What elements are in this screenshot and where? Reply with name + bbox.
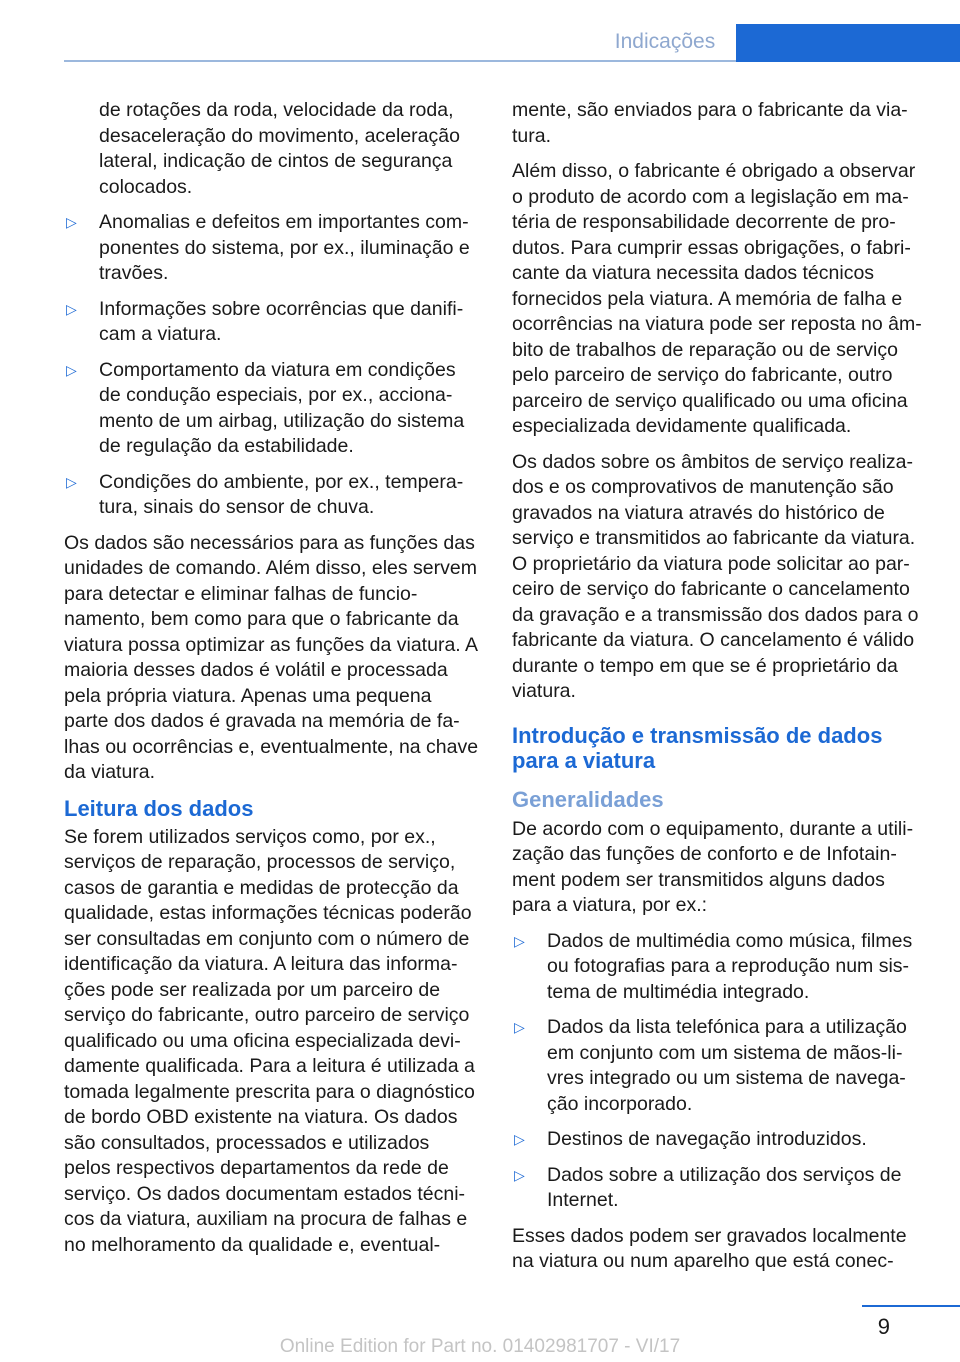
body-paragraph: Esses dados podem ser gravados localmente na viatura ou num aparelho que está conec- (512, 1224, 907, 1272)
bullet-continuation: de rotações da roda, velocidade da roda, desaceleração do movimento, aceleração lateral, indicação de cintos de segurança colocados. (99, 99, 460, 198)
edition-footer: Online Edition for Part no. 01402981707 - VI/17 (279, 1336, 681, 1357)
list-item (64, 210, 480, 287)
list-item-text: Informações sobre ocorrências que danificam a viatura. (99, 297, 464, 345)
section-heading: Leitura dos dados (64, 795, 254, 821)
list-item (512, 1015, 924, 1117)
list-item-text: Comportamento da viatura em condições de condução especiais, por ex., accionamento de um airbag, utilização do sistema de regulação da estabilidade. (99, 358, 465, 457)
list-item-text: Anomalias e defeitos em importantes componentes do sistema, por ex., iluminação e travões. (99, 211, 470, 284)
bullet-triangle-icon: ▷ (514, 1131, 525, 1147)
list-item (512, 1163, 924, 1214)
list-item-text: Dados de multimédia como música, filmes ou fotografias para a reprodução num sistema de multimédia integrado. (547, 929, 913, 1003)
bullet-triangle-icon: ▷ (514, 1019, 525, 1035)
bullet-triangle-icon: ▷ (514, 932, 525, 949)
list-item-text: Dados sobre a utilização dos serviços de Internet. (547, 1163, 902, 1211)
body-paragraph: Os dados sobre os âmbitos de serviço realizados e os comprovativos de manutenção são gravados na viatura através do histórico de serviço e transmitidos ao fabricante da viatura. O proprietário da viatura pode solicitar ao parceiro de serviço do fabricante o cancelamento da gravação e a transmissão dos dados para o fabricante da viatura. O cancelamento é válido durante o tempo em que se é proprietário da viatura. (512, 450, 919, 702)
body-paragraph: Se forem utilizados serviços como, por ex., serviços de reparação, processos de serviço, casos de garantia e medidas de protecção da qualidade, estas informações técnicas poderão ser consultadas em conjunto com o número de identificação da viatura. A leitura das informações pode ser realizada por um parceiro de serviço do fabricante, outro parceiro de serviço qualificado ou uma oficina especializada devidamente qualificada. Para a leitura é utilizada a tomada legalmente prescrita para o diagnóstico de bordo OBD existente na viatura. Os dados são consultados, processados e utilizados pelos respectivos departamentos da rede de serviço. Os dados documentam estados técnicos da viatura, auxiliam na procura de falhas e no melhoramento da qualidade e, eventual- (64, 825, 475, 1256)
list-item (64, 297, 480, 348)
bullet-triangle-icon: ▷ (514, 1166, 525, 1183)
list-item (64, 358, 480, 460)
body-paragraph: Além disso, o fabricante é obrigado a observar o produto de acordo com a legislação em matéria de responsabilidade decorrente de produtos. Para cumprir essas obrigações, o fabricante da viatura necessita dados técnicos fornecidos pela viatura. A memória de falha e ocorrências na viatura pode ser reposta no âmbito de trabalhos de reparação ou de serviço pelo parceiro de serviço do fabricante, outro parceiro de serviço qualificado ou uma oficina especializada devidamente qualificada. (512, 160, 922, 437)
body-paragraph: Os dados são necessários para as funções das unidades de comando. Além disso, eles servem para detectar e eliminar falhas de funcionamento, bem como para que o fabricante da viatura possa optimizar as funções da viatura. A maioria desses dados é volátil e processada pela própria viatura. Apenas uma pequena parte dos dados é gravada na memória de falhas ou ocorrências e, eventualmente, na chave da viatura. (64, 531, 479, 783)
list-item-text: Dados da lista telefónica para a utilização em conjunto com um sistema de mãos-livres integrado ou um sistema de navegação incorporado. (547, 1016, 907, 1115)
footer-rule (862, 1305, 960, 1307)
body-paragraph: De acordo com o equipamento, durante a utilização das funções de conforto e de Infotainment podem ser transmitidos alguns dados para a viatura, por ex.: (512, 817, 914, 916)
header-accent-block (736, 24, 960, 62)
right-column (512, 98, 924, 1285)
page-number: 9 (877, 1314, 890, 1339)
list-item (512, 1127, 924, 1153)
list-item (512, 929, 924, 1006)
header-rule (64, 60, 736, 62)
section-title: Indicações (614, 30, 716, 53)
list-item (64, 470, 480, 521)
subsection-heading: Generalidades (512, 786, 664, 812)
bullet-triangle-icon: ▷ (66, 214, 77, 230)
list-item-text: Condições do ambiente, por ex., temperatura, sinais do sensor de chuva. (99, 470, 464, 518)
bullet-triangle-icon: ▷ (66, 361, 77, 378)
left-column (64, 98, 480, 1268)
bullet-triangle-icon: ▷ (66, 300, 77, 317)
section-heading: Introdução e transmissão de dados para a viatura (512, 722, 883, 773)
bullet-triangle-icon: ▷ (66, 473, 77, 490)
paragraph-continuation: mente, são enviados para o fabricante da viatura. (512, 99, 908, 147)
list-item-text: Destinos de navegação introduzidos. (547, 1128, 867, 1150)
